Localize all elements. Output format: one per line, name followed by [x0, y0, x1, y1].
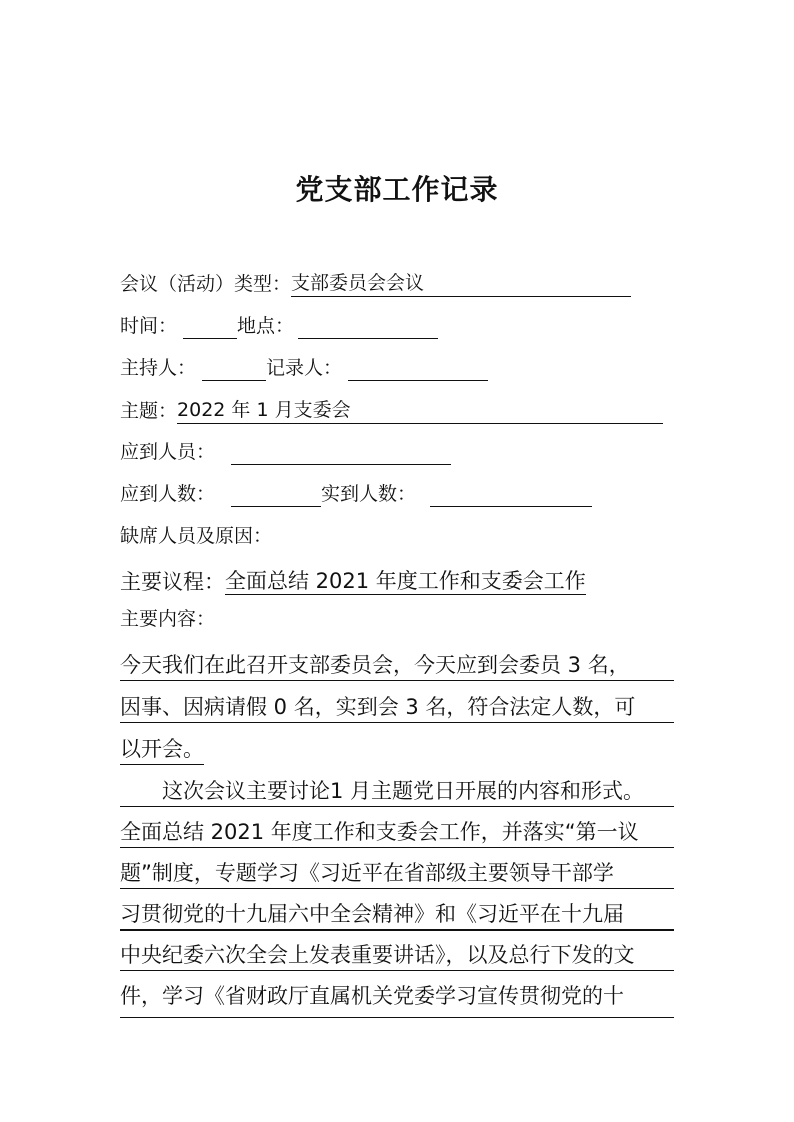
content-line: 因事、因病请假 0 名，实到会 3 名，符合法定人数，可: [120, 692, 674, 723]
host-field[interactable]: [202, 358, 266, 381]
expected-count-field[interactable]: [231, 484, 321, 507]
attendees-label: 应到人员：: [120, 441, 216, 463]
content-line: 今天我们在此召开支部委员会，今天应到会委员 3 名，: [120, 650, 674, 681]
agenda-label: 主要议程：: [120, 570, 225, 594]
content-label-row: [120, 606, 215, 632]
host-recorder-row: [120, 355, 488, 381]
place-label: 地点：: [237, 315, 295, 337]
meeting-type-label: 会议（活动）类型：: [120, 273, 292, 295]
expected-count-label: 应到人数：: [120, 483, 216, 505]
content-line: 全面总结 2021 年度工作和支委会工作，并落实“第一议: [120, 817, 674, 848]
content-line: 件，学习《省财政厅直属机关党委学习宣传贯彻党的十: [120, 981, 674, 1018]
meeting-type-row: [120, 270, 631, 297]
time-label: 时间：: [120, 315, 178, 337]
recorder-label: 记录人：: [266, 357, 343, 379]
agenda-value[interactable]: 全面总结 2021 年度工作和支委会工作: [225, 569, 586, 593]
content-line: 以开会。: [120, 734, 204, 765]
time-field[interactable]: [183, 316, 237, 339]
agenda-row: [120, 568, 586, 595]
document-title: 党支部工作记录: [295, 173, 499, 206]
counts-row: [120, 481, 592, 507]
time-place-row: [120, 313, 438, 339]
actual-count-field[interactable]: [430, 484, 592, 507]
attendees-row: [120, 439, 451, 465]
attendees-field[interactable]: [231, 442, 451, 465]
content-line: 这次会议主要讨论1 月主题党日开展的内容和形式。: [120, 776, 674, 807]
content-line: 习贯彻党的十九届六中全会精神》和《习近平在十九届: [120, 899, 674, 931]
absent-row: [120, 523, 272, 549]
meeting-type-value[interactable]: 支部委员会会议: [291, 270, 631, 297]
topic-value[interactable]: 2022 年 1 月支委会: [177, 397, 663, 424]
recorder-field[interactable]: [348, 358, 488, 381]
content-label: 主要内容：: [120, 608, 216, 630]
host-label: 主持人：: [120, 357, 197, 379]
content-line: 题”制度，专题学习《习近平在省部级主要领导干部学: [120, 858, 674, 889]
place-field[interactable]: [298, 316, 438, 339]
actual-count-label: 实到人数：: [321, 483, 417, 505]
absent-label: 缺席人员及原因：: [120, 525, 273, 547]
content-line: 中央纪委六次全会上发表重要讲话》，以及总行下发的文: [120, 940, 674, 971]
topic-row: [120, 397, 663, 424]
topic-label: 主题：: [120, 400, 178, 422]
